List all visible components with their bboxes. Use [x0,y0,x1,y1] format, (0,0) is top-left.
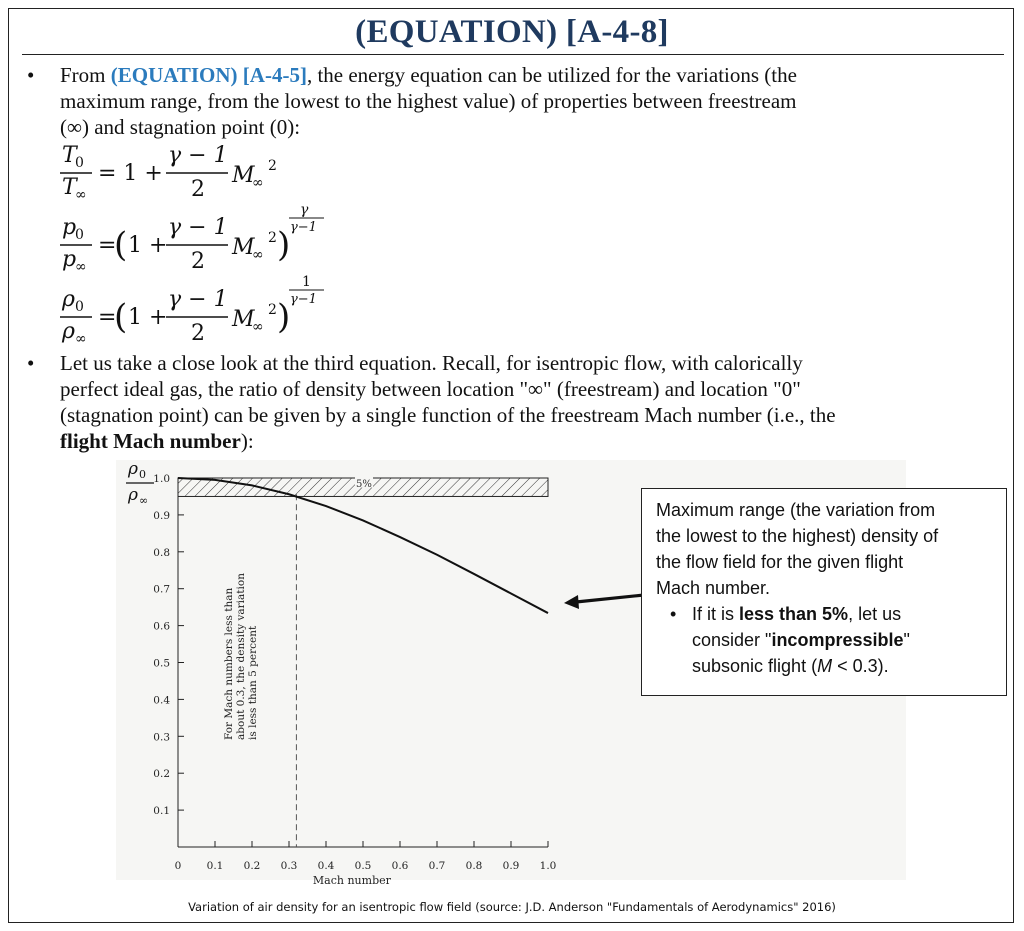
x-tick-label: 0.1 [206,860,224,872]
eq3-close-paren: ) [277,297,291,337]
eq3-lhs-num-sub: 0 [75,299,84,315]
x-tick-label: 0.3 [280,860,298,872]
eq3-mach-sup: 2 [268,302,277,318]
y-tick-label: 0.5 [153,657,170,670]
eq2-one-plus: 1 + [128,233,168,258]
x-tick-label: 0.2 [243,860,261,872]
x-tick-label: 0.8 [465,860,483,872]
eq1-frac-num: γ − 1 [168,143,228,168]
callout-sub-line2-post: " [903,630,910,650]
eq3-frac-num: γ − 1 [168,287,228,312]
eq2-mach-sup: 2 [268,230,277,246]
bullet-1-line3: (∞) and stagnation point (0): [60,115,301,139]
annotation-line: is less than 5 percent [247,625,259,740]
eq2-mach: M [232,235,255,260]
x-tick-label: 0.7 [428,860,446,872]
callout-sub-mid: , let us [848,604,902,624]
y-label-den: ρ [128,485,138,505]
bullet-2-text [60,350,1010,454]
callout-sub-line3-pre: subsonic flight ( [692,656,818,676]
eq2-equals: = [98,233,117,258]
y-tick-label: 0.8 [153,546,170,559]
callout-line4: Mach number. [656,578,771,598]
eq1-mach-sup: 2 [268,158,277,174]
y-tick-label: 0.9 [153,509,170,522]
callout-mach-symbol: M [817,656,833,676]
eq3-exp-num: 1 [302,274,311,290]
callout-box [641,488,1007,696]
callout-line3: the flow field for the given flight [656,552,904,572]
callout-subbullet [656,601,994,679]
eq1-lhs-num: T [62,143,77,168]
eq3-exp-den: γ−1 [290,292,317,307]
callout-line2: the lowest to the highest) density of [656,526,939,546]
slide-title: (EQUATION) [A-4-8] [355,14,669,50]
bullet-dot-2: • [27,351,35,375]
x-tick-label: 0 [174,860,182,872]
eq3-frac-den: 2 [191,321,205,346]
eq2-mach-sub: ∞ [252,247,264,263]
eq2-open-paren: ( [114,225,128,265]
eq3-mach-sub: ∞ [252,319,264,335]
bullet-2-line2: perfect ideal gas, the ratio of density between location "∞" (freestream) and location "0" [60,377,801,401]
equation-density-ratio [60,274,324,347]
eq2-lhs-den: p [62,247,77,272]
less-than-5-percent: less than 5% [739,604,849,624]
callout-sub-line3-post: < 0.3). [832,656,889,676]
callout-arrow [560,588,646,612]
eq1-lhs-num-sub: 0 [75,155,84,171]
bullet-1-prefix: From [60,63,111,87]
y-tick-label: 0.4 [153,694,170,707]
eq1-rhs: = 1 + [98,161,163,186]
eq3-open-paren: ( [114,297,128,337]
eq2-exp-den: γ−1 [290,220,317,235]
y-tick-label: 1.0 [153,473,170,485]
eq1-mach-sub: ∞ [252,175,264,191]
bullet-1-text [60,62,1000,140]
bullet-2-line1: Let us take a close look at the third equation. Recall, for isentropic flow, with calorically [60,351,803,375]
eq2-frac-num: γ − 1 [168,215,228,240]
eq1-frac-den: 2 [191,177,205,202]
title-divider [22,54,1004,55]
eq3-equals: = [98,305,117,330]
figure-caption: Variation of air density for an isentropic flow field (source: J.D. Anderson "Fundamentals of Aerodynamics" 2016) [188,900,836,914]
callout-bullet-dot: • [670,604,677,624]
callout-line1: Maximum range (the variation from [656,500,936,520]
eq3-one-plus: 1 + [128,305,168,330]
annotation-line: about 0.3, the density variation [235,573,247,740]
eq1-lhs-den-sub: ∞ [75,187,87,203]
eq2-lhs-num: p [62,215,77,240]
y-tick-label: 0.2 [153,768,170,781]
eq3-lhs-den: ρ [62,319,75,344]
eq2-frac-den: 2 [191,249,205,274]
callout-sub-line2-pre: consider " [692,630,772,650]
y-tick-label: 0.6 [153,620,170,633]
density-ratio-chart [116,456,576,887]
equations-block [56,140,386,355]
bullet-dot-1: • [27,63,35,87]
eq1-lhs-den: T [62,175,77,200]
annotation-line: For Mach numbers less than [223,587,235,740]
x-tick-label: 0.9 [502,860,520,872]
band-label: 5% [356,478,372,490]
callout-sub-pre: If it is [692,604,740,624]
y-tick-label: 0.3 [153,731,170,744]
y-label-num-sub: 0 [139,468,146,481]
eq3-lhs-den-sub: ∞ [75,331,87,347]
equation-pressure-ratio [60,202,324,275]
x-tick-label: 0.4 [317,860,335,872]
flight-mach-number-term: flight Mach number [60,429,241,453]
incompressible-term: incompressible [771,630,904,650]
equation-reference-link[interactable]: (EQUATION) [A-4-5] [110,63,307,87]
eq2-exp-num: γ [300,202,309,218]
equation-temperature-ratio [60,143,277,203]
eq2-lhs-num-sub: 0 [75,227,84,243]
y-tick-label: 0.1 [153,805,170,818]
y-tick-label: 0.7 [153,583,170,596]
x-tick-label: 0.6 [391,860,409,872]
eq1-mach: M [232,163,255,188]
y-label-den-sub: ∞ [139,494,149,507]
eq2-lhs-den-sub: ∞ [75,259,87,275]
eq2-close-paren: ) [277,225,291,265]
x-tick-label: 1.0 [539,860,557,872]
x-tick-label: 0.5 [354,860,372,872]
bullet-1-line2: maximum range, from the lowest to the highest value) of properties between freestream [60,89,797,113]
eq3-mach: M [232,307,255,332]
bullet-1-line1: , the energy equation can be utilized for the variations (the [306,63,797,87]
bullet-2-end: ): [240,429,254,453]
bullet-2-line3: (stagnation point) can be given by a single function of the freestream Mach number (i.e., the [60,403,836,427]
eq3-lhs-num: ρ [62,287,75,312]
y-label-num: ρ [128,459,138,479]
x-axis-label: Mach number [312,874,391,887]
